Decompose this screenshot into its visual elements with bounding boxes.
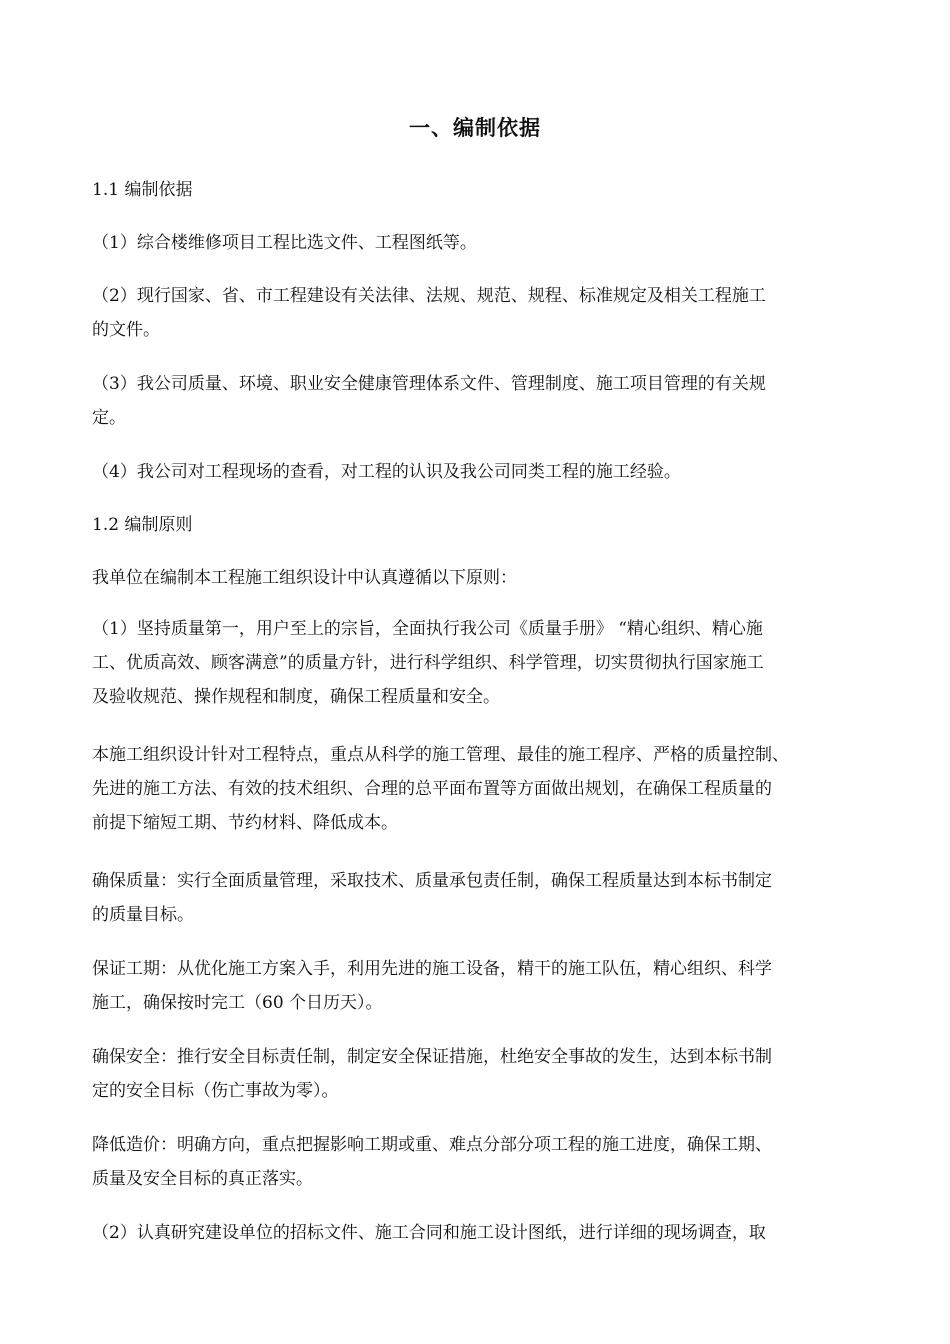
text-line: （3）我公司质量、环境、职业安全健康管理体系文件、管理制度、施工项目管理的有关规 [92,374,766,394]
paragraph-safety [92,1040,867,1108]
text-line: 前提下缩短工期、节约材料、降低成本。 [92,813,398,833]
paragraph-design-focus [92,738,867,840]
paragraph-quality [92,864,867,932]
paragraph-section-1-1 [92,173,867,207]
text-line: 本施工组织设计针对工程特点，重点从科学的施工管理、最佳的施工程序、严格的质量控制、 [92,745,789,765]
paragraph-cost [92,1128,867,1196]
paragraph-principles-intro [92,561,867,595]
text-line: （2）认真研究建设单位的招标文件、施工合同和施工设计图纸，进行详细的现场调查，取 [92,1223,766,1243]
text-line: 及验收规范、操作规程和制度，确保工程质量和安全。 [92,687,500,707]
text-line: 我单位在编制本工程施工组织设计中认真遵循以下原则： [92,568,517,588]
text-line: 工、优质高效、顾客满意”的质量方针，进行科学组织、科学管理，切实贯彻执行国家施工 [92,653,764,673]
text-line: 先进的施工方法、有效的技术组织、合理的总平面布置等方面做出规划，在确保工程质量的 [92,779,772,799]
text-line: 确保安全：推行安全目标责任制，制定安全保证措施，杜绝安全事故的发生，达到本标书制 [92,1047,772,1067]
text-line: 降低造价：明确方向，重点把握影响工期或重、难点分部分项工程的施工进度，确保工期、 [92,1135,772,1155]
paragraph-basis-1 [92,226,867,260]
text-line: 施工，确保按时完工（60 个日历天）。 [92,993,383,1013]
paragraph-basis-4 [92,455,867,489]
text-line: （4）我公司对工程现场的查看，对工程的认识及我公司同类工程的施工经验。 [92,462,681,482]
text-line: 1.1 编制依据 [92,180,193,200]
paragraph-principle-2 [92,1216,867,1250]
text-line: 定。 [92,408,126,428]
paragraph-schedule [92,952,867,1020]
text-line: （1）综合楼维修项目工程比选文件、工程图纸等。 [92,233,477,253]
paragraph-basis-2 [92,279,867,347]
text-line: （1）坚持质量第一，用户至上的宗旨，全面执行我公司《质量手册》 “精心组织、精心施 [92,619,763,639]
text-line: 定的安全目标（伤亡事故为零）。 [92,1081,339,1101]
paragraph-section-1-2 [92,508,867,542]
text-line: 质量及安全目标的真正落实。 [92,1169,313,1189]
text-line: （2）现行国家、省、市工程建设有关法律、法规、规范、规程、标准规定及相关工程施工 [92,286,766,306]
text-line: 保证工期：从优化施工方案入手，利用先进的施工设备，精干的施工队伍，精心组织、科学 [92,959,772,979]
text-line: 的质量目标。 [92,905,194,925]
text-line: 确保质量：实行全面质量管理，采取技术、质量承包责任制，确保工程质量达到本标书制定 [92,871,772,891]
text-line: 1.2 编制原则 [92,515,193,535]
paragraph-basis-3 [92,367,867,435]
page-title: 一、编制依据 [409,116,541,140]
text-line: 的文件。 [92,320,160,340]
paragraph-principle-1 [92,612,867,714]
